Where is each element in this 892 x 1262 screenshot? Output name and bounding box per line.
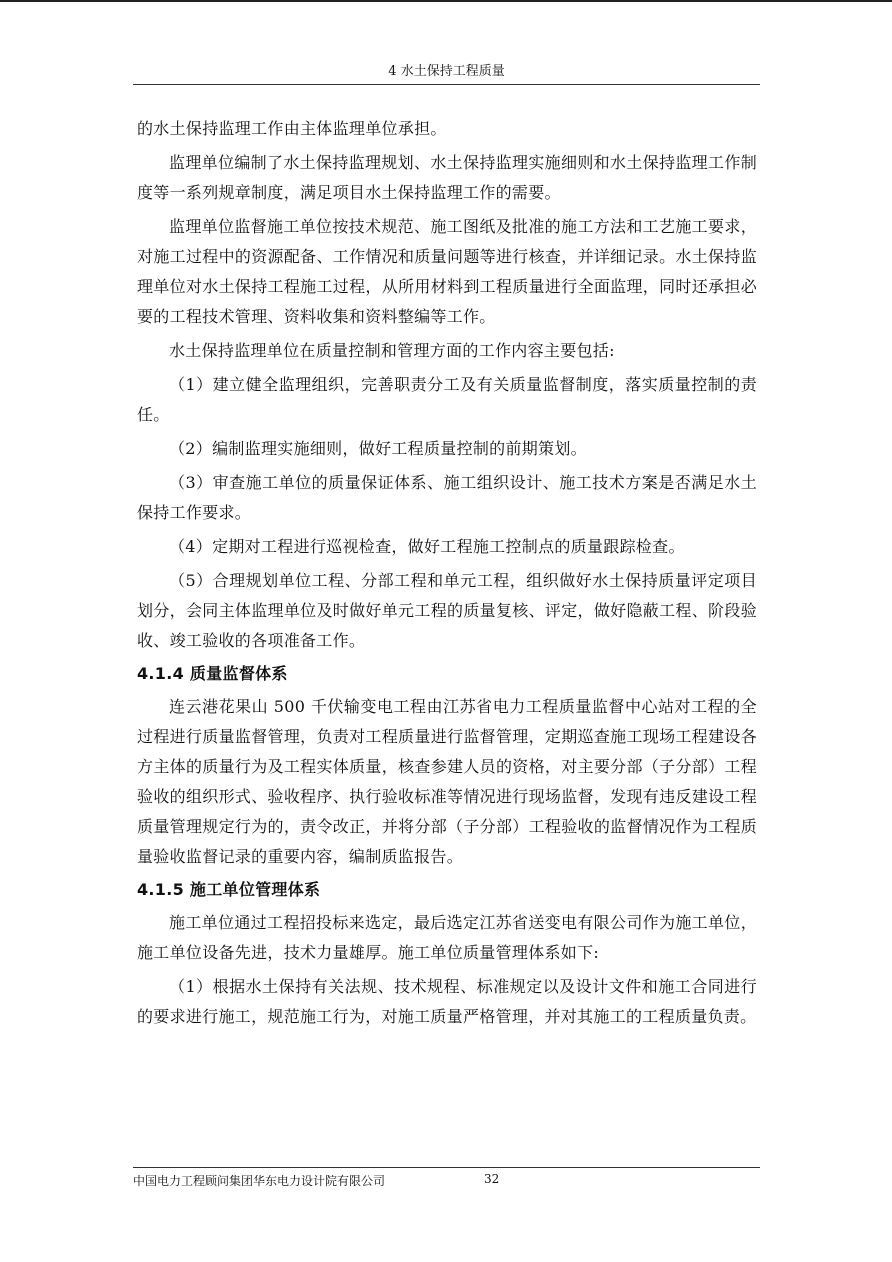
- paragraph-3: 监理单位监督施工单位按技术规范、施工图纸及批准的施工方法和工艺施工要求，对施工过程中的资源配备、工作情况和质量问题等进行核查，并详细记录。水土保持监理单位对水土保持工程施工过程，从所用材料到工程质量进行全面监理，同时还承担必要的工程技术管理、资料收集和资料整编等工作。: [137, 217, 757, 326]
- footer-rule: [133, 1167, 760, 1168]
- list-item-1: （1）建立健全监理组织，完善职责分工及有关质量监督制度，落实质量控制的责任。: [137, 375, 757, 424]
- list-item-3: （3）审查施工单位的质量保证体系、施工组织设计、施工技术方案是否满足水土保持工作要求。: [137, 473, 757, 522]
- paragraph-6: 施工单位通过工程招投标来选定，最后选定江苏省送变电有限公司作为施工单位，施工单位设备先进，技术力量雄厚。施工单位质量管理体系如下:: [137, 913, 757, 962]
- section-heading-4-1-4: 4.1.4 质量监督体系: [137, 664, 288, 683]
- paragraph-4: 水土保持监理单位在质量控制和管理方面的工作内容主要包括:: [169, 341, 615, 360]
- list-item-4: （4）定期对工程进行巡视检查，做好工程施工控制点的质量跟踪检查。: [169, 537, 685, 556]
- page-number: 32: [484, 1172, 500, 1186]
- paragraph-7: （1）根据水土保持有关法规、技术规程、标准规定以及设计文件和施工合同进行的要求进行施工，规范施工行为，对施工质量严格管理，并对其施工的工程质量负责。: [137, 977, 757, 1026]
- page-top-border: [0, 0, 892, 2]
- paragraph-5: 连云港花果山 500 千伏输变电工程由江苏省电力工程质量监督中心站对工程的全过程进行质量监督管理，负责对工程质量进行监督管理，定期巡查施工现场工程建设各方主体的质量行为及工程实体质量，核查参建人员的资格，对主要分部（子分部）工程验收的组织形式、验收程序、执行验收标准等情况进行现场监督，发现有违反建设工程质量管理规定行为的，责令改正，并将分部（子分部）工程验收的监督情况作为工程质量验收监督记录的重要内容，编制质监报告。: [137, 697, 757, 866]
- list-item-2: （2）编制监理实施细则，做好工程质量控制的前期策划。: [169, 439, 587, 458]
- paragraph-1: 的水土保持监理工作由主体监理单位承担。: [137, 119, 447, 138]
- paragraph-2: 监理单位编制了水土保持监理规划、水土保持监理实施细则和水土保持监理工作制度等一系列规章制度，满足项目水土保持监理工作的需要。: [137, 153, 757, 202]
- section-heading-4-1-5: 4.1.5 施工单位管理体系: [137, 880, 321, 899]
- header-rule: [133, 84, 760, 85]
- footer-company: 中国电力工程顾问集团华东电力设计院有限公司: [133, 1174, 386, 1188]
- document-body: [137, 114, 757, 1036]
- list-item-5: （5）合理规划单位工程、分部工程和单元工程，组织做好水土保持质量评定项目划分，会同主体监理单位及时做好单元工程的质量复核、评定，做好隐蔽工程、阶段验收、竣工验收的各项准备工作。: [137, 571, 757, 650]
- running-header: 4 水土保持工程质量: [388, 64, 505, 79]
